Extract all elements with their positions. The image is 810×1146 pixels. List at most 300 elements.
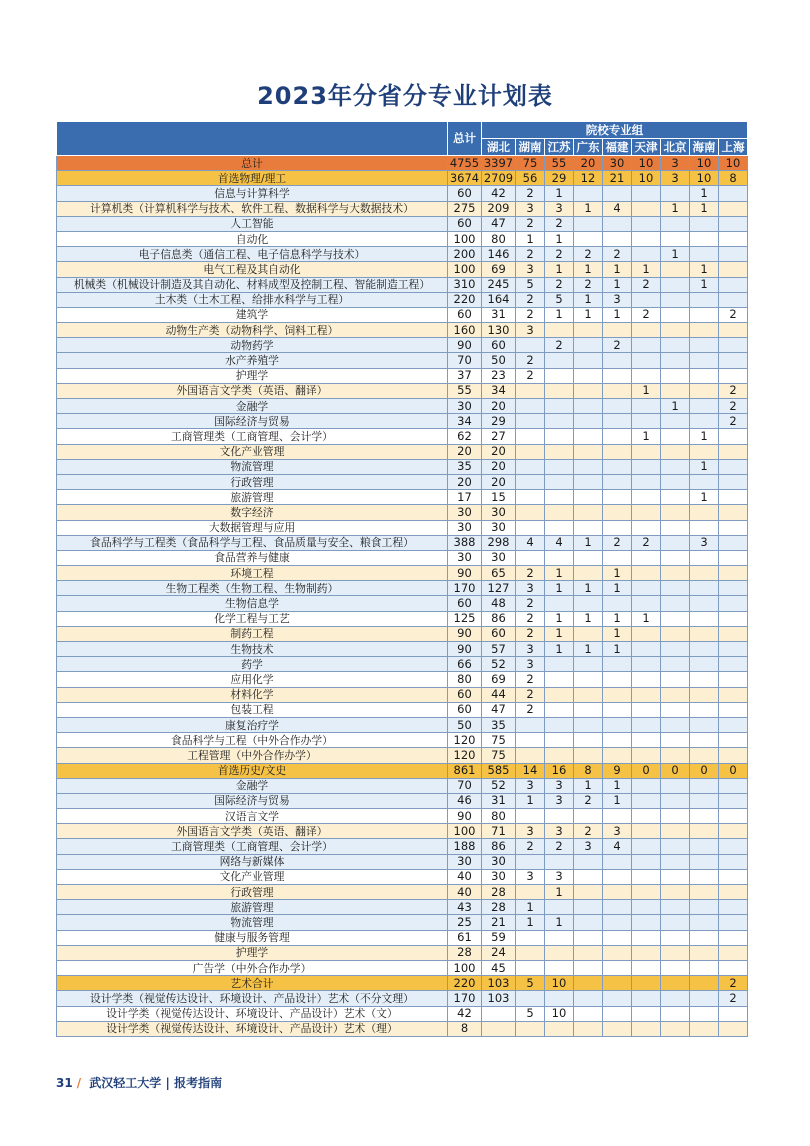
province-value-cell: 29 <box>545 171 574 186</box>
province-value-cell <box>719 247 748 262</box>
total-cell: 60 <box>448 307 482 322</box>
total-cell: 3674 <box>448 171 482 186</box>
major-name-cell: 机械类（机械设计制造及其自动化、材料成型及控制工程、智能制造工程） <box>57 277 448 292</box>
major-name-cell: 广告学（中外合作办学） <box>57 960 448 975</box>
province-value-cell: 2 <box>719 383 748 398</box>
province-value-cell <box>690 748 719 763</box>
province-value-cell <box>603 885 632 900</box>
province-value-cell: 2 <box>603 338 632 353</box>
province-value-cell <box>661 459 690 474</box>
major-name-cell: 国际经济与贸易 <box>57 414 448 429</box>
province-value-cell: 1 <box>545 581 574 596</box>
province-value-cell <box>632 292 661 307</box>
table-row <box>57 338 748 353</box>
province-value-cell: 60 <box>482 626 516 641</box>
province-value-cell: 1 <box>690 186 719 201</box>
province-value-cell: 20 <box>482 474 516 489</box>
table-row <box>57 854 748 869</box>
province-value-cell <box>574 854 603 869</box>
page-footer: 31 / 武汉轻工大学 | 报考指南 <box>56 1076 223 1090</box>
province-value-cell: 2 <box>603 535 632 550</box>
province-value-cell <box>545 854 574 869</box>
province-value-cell <box>603 520 632 535</box>
province-value-cell <box>516 505 545 520</box>
total-cell: 275 <box>448 201 482 216</box>
province-value-cell: 5 <box>516 277 545 292</box>
major-name-cell: 信息与计算科学 <box>57 186 448 201</box>
province-value-cell <box>661 323 690 338</box>
major-name-cell: 工商管理类（工商管理、会计学） <box>57 429 448 444</box>
province-value-cell: 1 <box>574 642 603 657</box>
major-name-cell: 生物工程类（生物工程、生物制药） <box>57 581 448 596</box>
province-value-cell: 1 <box>603 642 632 657</box>
major-name-cell: 电气工程及其自动化 <box>57 262 448 277</box>
province-value-cell <box>545 368 574 383</box>
major-name-cell: 工程管理（中外合作办学） <box>57 748 448 763</box>
province-value-cell: 35 <box>482 717 516 732</box>
province-value-cell <box>661 854 690 869</box>
province-value-cell <box>603 717 632 732</box>
total-cell: 40 <box>448 885 482 900</box>
province-value-cell: 1 <box>516 900 545 915</box>
province-value-cell <box>516 520 545 535</box>
province-value-cell: 2 <box>719 976 748 991</box>
table-row <box>57 809 748 824</box>
province-value-cell <box>516 338 545 353</box>
province-value-cell <box>661 566 690 581</box>
table-row <box>57 444 748 459</box>
total-cell: 61 <box>448 930 482 945</box>
province-value-cell <box>661 277 690 292</box>
province-value-cell <box>516 474 545 489</box>
province-value-cell <box>661 976 690 991</box>
province-value-cell: 1 <box>690 429 719 444</box>
province-value-cell <box>603 550 632 565</box>
province-value-cell <box>661 611 690 626</box>
province-value-cell: 80 <box>482 231 516 246</box>
province-value-cell: 1 <box>574 581 603 596</box>
province-value-cell: 5 <box>545 292 574 307</box>
province-value-cell <box>603 1006 632 1021</box>
province-value-cell <box>719 368 748 383</box>
table-row <box>57 292 748 307</box>
total-cell: 220 <box>448 976 482 991</box>
province-value-cell <box>632 748 661 763</box>
table-row <box>57 459 748 474</box>
province-value-cell: 21 <box>603 171 632 186</box>
province-value-cell <box>632 717 661 732</box>
province-value-cell: 0 <box>719 763 748 778</box>
province-value-cell: 1 <box>545 307 574 322</box>
major-name-cell: 物流管理 <box>57 459 448 474</box>
province-value-cell <box>690 1006 719 1021</box>
major-name-cell: 计算机类（计算机科学与技术、软件工程、数据科学与大数据技术） <box>57 201 448 216</box>
province-value-cell <box>690 900 719 915</box>
province-value-cell <box>545 490 574 505</box>
major-name-cell: 动物生产类（动物科学、饲料工程） <box>57 323 448 338</box>
province-value-cell <box>690 809 719 824</box>
province-header: 上海 <box>719 139 748 156</box>
province-value-cell: 50 <box>482 353 516 368</box>
province-value-cell <box>690 793 719 808</box>
province-value-cell: 3 <box>545 869 574 884</box>
province-value-cell: 2 <box>632 307 661 322</box>
province-value-cell <box>516 945 545 960</box>
province-value-cell: 3 <box>603 292 632 307</box>
province-value-cell: 0 <box>632 763 661 778</box>
province-value-cell <box>632 444 661 459</box>
province-value-cell <box>719 262 748 277</box>
province-value-cell <box>719 444 748 459</box>
school-name: 武汉轻工大学 <box>89 1076 162 1090</box>
province-value-cell <box>632 566 661 581</box>
province-value-cell <box>603 702 632 717</box>
major-name-cell: 土木类（土木工程、给排水科学与工程） <box>57 292 448 307</box>
province-value-cell <box>516 717 545 732</box>
province-value-cell <box>574 809 603 824</box>
province-value-cell <box>661 717 690 732</box>
province-value-cell: 16 <box>545 763 574 778</box>
province-value-cell: 1 <box>545 915 574 930</box>
province-value-cell: 10 <box>719 156 748 171</box>
province-value-cell <box>661 520 690 535</box>
major-name-cell: 自动化 <box>57 231 448 246</box>
table-row <box>57 368 748 383</box>
province-value-cell: 3 <box>545 793 574 808</box>
province-value-cell <box>661 216 690 231</box>
province-value-cell: 0 <box>690 763 719 778</box>
table-row <box>57 824 748 839</box>
province-value-cell <box>661 1021 690 1036</box>
province-value-cell <box>690 520 719 535</box>
province-value-cell <box>690 960 719 975</box>
major-name-cell: 物流管理 <box>57 915 448 930</box>
province-value-cell: 103 <box>482 991 516 1006</box>
province-value-cell <box>690 945 719 960</box>
table-row <box>57 566 748 581</box>
province-value-cell: 2 <box>516 672 545 687</box>
province-value-cell <box>632 399 661 414</box>
total-cell: 188 <box>448 839 482 854</box>
total-cell: 28 <box>448 945 482 960</box>
province-value-cell <box>632 186 661 201</box>
total-cell: 80 <box>448 672 482 687</box>
province-value-cell: 2 <box>632 535 661 550</box>
page-number: 31 <box>56 1076 73 1090</box>
province-value-cell <box>661 748 690 763</box>
province-value-cell <box>603 353 632 368</box>
table-row <box>57 596 748 611</box>
province-value-cell <box>719 885 748 900</box>
province-header: 福建 <box>603 139 632 156</box>
plan-table-body <box>57 156 748 1037</box>
province-value-cell: 10 <box>545 976 574 991</box>
table-row <box>57 733 748 748</box>
province-value-cell <box>632 991 661 1006</box>
province-value-cell <box>719 216 748 231</box>
major-name-cell: 化学工程与工艺 <box>57 611 448 626</box>
major-name-cell: 大数据管理与应用 <box>57 520 448 535</box>
province-value-cell <box>719 778 748 793</box>
major-name-cell: 文化产业管理 <box>57 444 448 459</box>
province-value-cell <box>719 1006 748 1021</box>
province-value-cell: 47 <box>482 702 516 717</box>
province-value-cell <box>661 900 690 915</box>
province-value-cell <box>661 535 690 550</box>
province-value-cell: 2 <box>516 292 545 307</box>
province-value-cell <box>719 490 748 505</box>
major-name-cell: 护理学 <box>57 945 448 960</box>
province-value-cell: 3 <box>516 778 545 793</box>
province-value-cell <box>690 550 719 565</box>
province-value-cell <box>632 247 661 262</box>
table-row <box>57 1006 748 1021</box>
province-value-cell: 23 <box>482 368 516 383</box>
province-value-cell <box>574 444 603 459</box>
province-value-cell <box>632 809 661 824</box>
province-value-cell <box>632 520 661 535</box>
province-value-cell <box>690 657 719 672</box>
major-name-cell: 汉语言文学 <box>57 809 448 824</box>
province-value-cell: 1 <box>690 201 719 216</box>
province-value-cell <box>632 915 661 930</box>
province-value-cell <box>661 869 690 884</box>
province-value-cell: 3397 <box>482 156 516 171</box>
province-value-cell <box>545 414 574 429</box>
province-value-cell: 20 <box>482 459 516 474</box>
province-value-cell <box>719 672 748 687</box>
table-row <box>57 991 748 1006</box>
total-cell: 34 <box>448 414 482 429</box>
major-name-cell: 人工智能 <box>57 216 448 231</box>
table-row <box>57 642 748 657</box>
province-value-cell <box>603 459 632 474</box>
province-value-cell <box>661 550 690 565</box>
province-value-cell: 10 <box>690 156 719 171</box>
province-value-cell <box>574 626 603 641</box>
major-name-cell: 国际经济与贸易 <box>57 793 448 808</box>
province-value-cell <box>661 626 690 641</box>
province-value-cell: 2 <box>719 414 748 429</box>
province-value-cell <box>516 960 545 975</box>
province-value-cell: 1 <box>603 778 632 793</box>
table-row <box>57 535 748 550</box>
total-cell: 170 <box>448 991 482 1006</box>
total-cell: 90 <box>448 809 482 824</box>
province-value-cell <box>574 702 603 717</box>
total-cell: 90 <box>448 338 482 353</box>
province-value-cell <box>574 429 603 444</box>
province-value-cell <box>719 520 748 535</box>
major-name-cell: 包装工程 <box>57 702 448 717</box>
province-value-cell <box>632 201 661 216</box>
province-value-cell: 3 <box>574 839 603 854</box>
total-cell: 30 <box>448 399 482 414</box>
province-value-cell <box>545 702 574 717</box>
province-value-cell: 1 <box>661 399 690 414</box>
major-name-cell: 药学 <box>57 657 448 672</box>
province-value-cell: 30 <box>482 505 516 520</box>
major-name-cell: 艺术合计 <box>57 976 448 991</box>
major-name-cell: 食品科学与工程（中外合作办学） <box>57 733 448 748</box>
province-value-cell <box>690 642 719 657</box>
province-value-cell: 1 <box>690 277 719 292</box>
province-value-cell <box>603 748 632 763</box>
table-row <box>57 1021 748 1036</box>
province-value-cell: 47 <box>482 216 516 231</box>
province-value-cell: 1 <box>603 581 632 596</box>
province-value-cell <box>661 945 690 960</box>
province-value-cell <box>632 1021 661 1036</box>
province-value-cell: 1 <box>516 915 545 930</box>
province-value-cell <box>661 672 690 687</box>
table-row <box>57 474 748 489</box>
province-value-cell: 1 <box>545 231 574 246</box>
major-name-cell: 健康与服务管理 <box>57 930 448 945</box>
total-cell: 100 <box>448 231 482 246</box>
province-value-cell <box>545 474 574 489</box>
province-value-cell <box>574 885 603 900</box>
province-value-cell <box>574 186 603 201</box>
province-value-cell: 2 <box>516 687 545 702</box>
province-header: 湖南 <box>516 139 545 156</box>
province-value-cell <box>690 733 719 748</box>
province-value-cell <box>719 717 748 732</box>
province-value-cell: 2 <box>516 702 545 717</box>
province-value-cell <box>661 353 690 368</box>
province-value-cell <box>545 520 574 535</box>
province-value-cell <box>632 945 661 960</box>
province-value-cell <box>690 368 719 383</box>
province-value-cell <box>690 399 719 414</box>
province-value-cell <box>719 277 748 292</box>
total-cell: 90 <box>448 626 482 641</box>
province-value-cell <box>719 793 748 808</box>
province-value-cell <box>574 687 603 702</box>
province-value-cell: 2 <box>516 216 545 231</box>
province-value-cell <box>661 292 690 307</box>
province-value-cell <box>690 687 719 702</box>
table-row <box>57 550 748 565</box>
province-value-cell <box>719 702 748 717</box>
province-value-cell <box>690 247 719 262</box>
table-row <box>57 399 748 414</box>
province-value-cell <box>603 657 632 672</box>
province-value-cell: 9 <box>603 763 632 778</box>
province-value-cell <box>690 611 719 626</box>
table-row <box>57 277 748 292</box>
province-value-cell: 1 <box>632 611 661 626</box>
province-value-cell: 1 <box>632 429 661 444</box>
page-title: 2023年分省分专业计划表 <box>257 82 553 110</box>
province-value-cell: 59 <box>482 930 516 945</box>
province-value-cell <box>516 444 545 459</box>
province-value-cell: 1 <box>661 201 690 216</box>
province-value-cell <box>661 383 690 398</box>
province-value-cell <box>661 960 690 975</box>
province-value-cell: 1 <box>603 277 632 292</box>
province-value-cell: 2 <box>516 368 545 383</box>
table-row <box>57 976 748 991</box>
province-value-cell: 80 <box>482 809 516 824</box>
province-value-cell <box>516 1021 545 1036</box>
province-value-cell <box>574 353 603 368</box>
total-cell: 30 <box>448 520 482 535</box>
province-value-cell <box>603 429 632 444</box>
province-value-cell: 2 <box>545 839 574 854</box>
province-value-cell <box>690 976 719 991</box>
province-value-cell: 31 <box>482 793 516 808</box>
province-value-cell <box>603 900 632 915</box>
province-value-cell <box>661 915 690 930</box>
table-row <box>57 216 748 231</box>
table-row <box>57 702 748 717</box>
province-value-cell <box>661 490 690 505</box>
province-value-cell <box>661 702 690 717</box>
province-value-cell <box>661 186 690 201</box>
province-value-cell: 3 <box>516 201 545 216</box>
province-value-cell <box>661 991 690 1006</box>
province-value-cell: 48 <box>482 596 516 611</box>
province-value-cell <box>482 1021 516 1036</box>
table-row <box>57 307 748 322</box>
province-value-cell <box>719 687 748 702</box>
province-value-cell: 3 <box>516 642 545 657</box>
province-value-cell: 1 <box>574 292 603 307</box>
province-value-cell <box>516 930 545 945</box>
province-value-cell <box>603 216 632 231</box>
province-value-cell <box>719 748 748 763</box>
province-value-cell: 21 <box>482 915 516 930</box>
province-value-cell <box>719 869 748 884</box>
province-value-cell <box>603 186 632 201</box>
province-value-cell <box>574 550 603 565</box>
province-value-cell <box>690 915 719 930</box>
province-value-cell <box>661 930 690 945</box>
province-value-cell <box>690 778 719 793</box>
province-value-cell <box>574 414 603 429</box>
province-value-cell <box>690 581 719 596</box>
table-row <box>57 156 748 171</box>
province-value-cell: 52 <box>482 657 516 672</box>
province-value-cell <box>603 733 632 748</box>
province-value-cell <box>603 474 632 489</box>
province-value-cell <box>516 550 545 565</box>
major-name-cell: 电子信息类（通信工程、电子信息科学与技术） <box>57 247 448 262</box>
province-value-cell <box>632 839 661 854</box>
province-value-cell <box>661 307 690 322</box>
province-value-cell <box>545 596 574 611</box>
province-value-cell: 3 <box>545 778 574 793</box>
table-row <box>57 383 748 398</box>
province-header: 海南 <box>690 139 719 156</box>
province-value-cell <box>661 581 690 596</box>
province-value-cell: 20 <box>482 444 516 459</box>
province-value-cell <box>690 338 719 353</box>
province-value-cell <box>574 748 603 763</box>
province-value-cell <box>545 1021 574 1036</box>
province-value-cell: 75 <box>482 733 516 748</box>
total-cell: 120 <box>448 748 482 763</box>
table-row <box>57 429 748 444</box>
province-value-cell <box>545 687 574 702</box>
province-value-cell <box>690 596 719 611</box>
total-cell: 55 <box>448 383 482 398</box>
province-value-cell <box>719 839 748 854</box>
table-row <box>57 171 748 186</box>
province-value-cell: 1 <box>545 642 574 657</box>
province-value-cell <box>719 474 748 489</box>
